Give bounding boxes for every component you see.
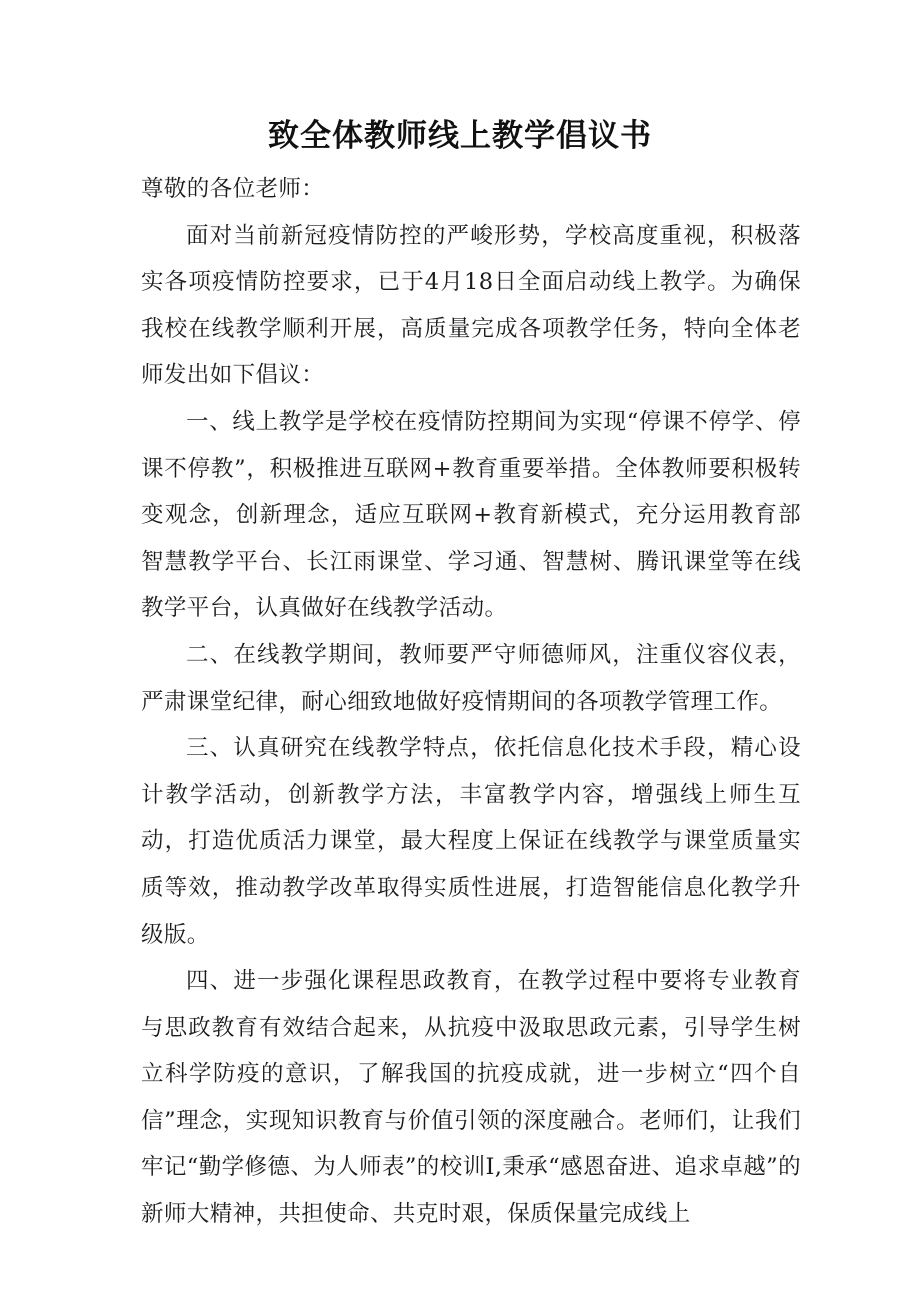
- paragraph-item-4: 四、进一步强化课程思政教育，在教学过程中要将专业教育与思政教育有效结合起来，从抗疫中汲取思政元素，引导学生树立科学防疫的意识，了解我国的抗疫成就，进一步树立“四个自信”理念，实现知识教育与价值引领的深度融合。老师们，让我们牢记“勤学修德、为人师表”的校训I,秉承“感恩奋进、追求卓越”的新师大精神，共担使命、共克时艰，保质保量完成线上: [141, 968, 801, 1228]
- salutation: 尊敬的各位老师：: [141, 176, 325, 202]
- paragraph-item-1: 一、线上教学是学校在疫情防控期间为实现“停课不停学、停课不停教”，积极推进互联网+教育重要举措。全体教师要积极转变观念，创新理念，适应互联网+教育新模式，充分运用教育部智慧教学平台、长江雨课堂、学习通、智慧树、腾讯课堂等在线教学平台，认真做好在线教学活动。: [141, 408, 801, 622]
- paragraph-item-3: 三、认真研究在线教学特点，依托信息化技术手段，精心设计教学活动，创新教学方法，丰富教学内容，增强线上师生互动，打造优质活力课堂，最大程度上保证在线教学与课堂质量实质等效，推动教学改革取得实质性进展，打造智能信息化教学升级版。: [141, 735, 801, 948]
- document-body: [141, 166, 801, 1238]
- paragraph-intro: 面对当前新冠疫情防控的严峻形势，学校高度重视，积极落实各项疫情防控要求，已于4月18日全面启动线上教学。为确保我校在线教学顺利开展，高质量完成各项教学任务，特向全体老师发出如下倡议：: [141, 222, 801, 389]
- document-title: 致全体教师线上教学倡议书: [268, 118, 652, 154]
- paragraph-item-2: 二、在线教学期间，教师要严守师德师风，注重仪容仪表，严肃课堂纪律，耐心细致地做好疫情期间的各项教学管理工作。: [141, 641, 801, 715]
